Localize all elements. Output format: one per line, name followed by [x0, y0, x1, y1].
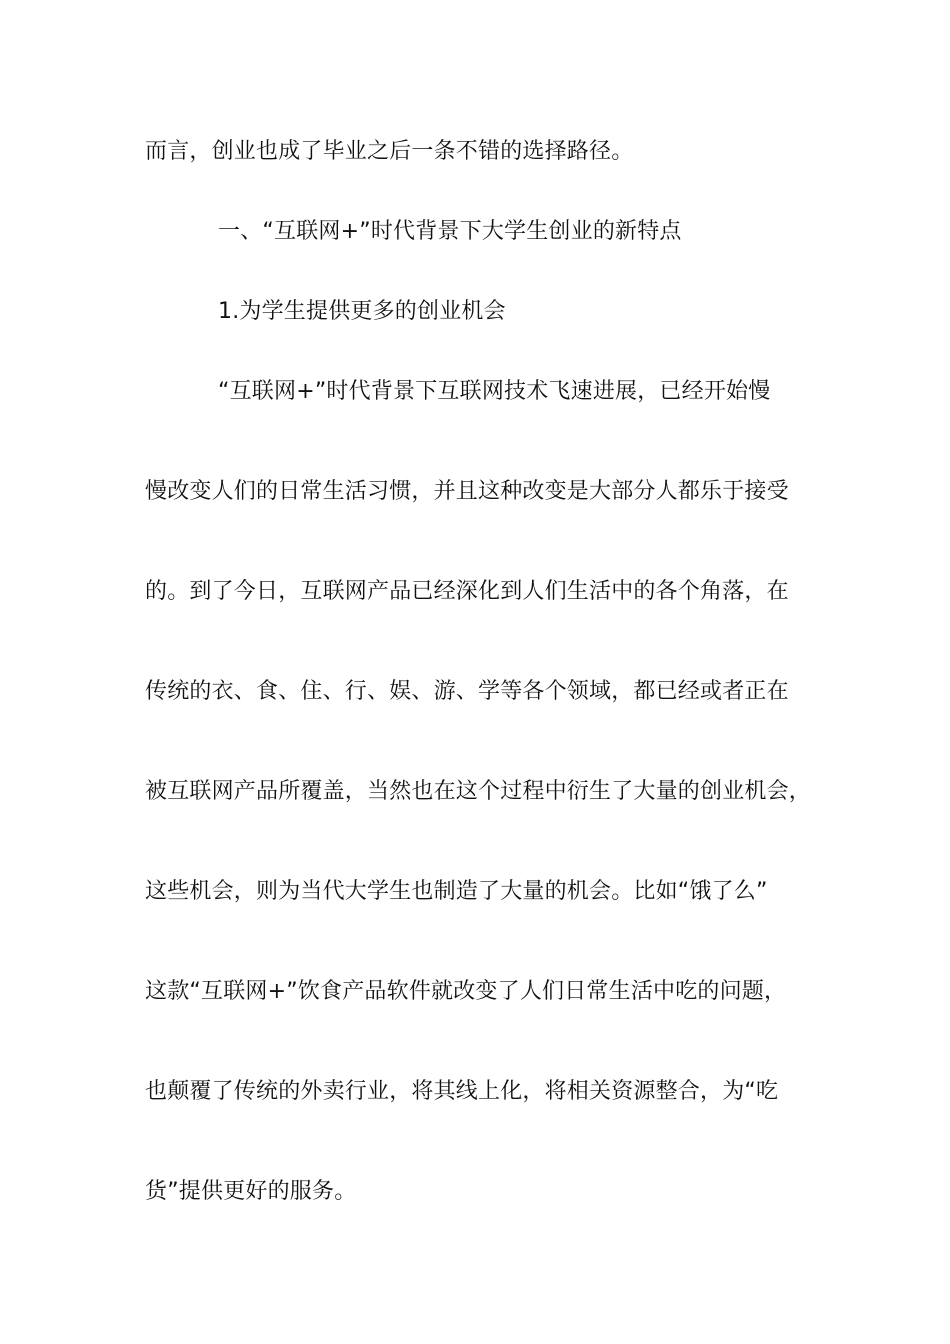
paragraph-line: 这些机会，则为当代大学生也制造了大量的机会。比如“饿了么”: [145, 879, 768, 904]
paragraph-line: “互联网+”时代背景下互联网技术飞速进展，已经开始慢: [218, 379, 771, 404]
paragraph-line: 这款“互联网+”饮食产品软件就改变了人们日常生活中吃的问题，: [145, 979, 787, 1004]
paragraph-line: 也颠覆了传统的外卖行业，将其线上化，将相关资源整合，为“吃: [145, 1079, 779, 1104]
paragraph-line: 货”提供更好的服务。: [145, 1179, 357, 1204]
section-heading: 一、“互联网+”时代背景下大学生创业的新特点: [218, 219, 682, 244]
paragraph-line: 的。到了今日，互联网产品已经深化到人们生活中的各个角落，在: [145, 579, 789, 604]
paragraph-line: 而言，创业也成了毕业之后一条不错的选择路径。: [145, 139, 634, 164]
paragraph-line: 传统的衣、食、住、行、娱、游、学等各个领域，都已经或者正在: [145, 679, 789, 704]
paragraph-line: 被互联网产品所覆盖，当然也在这个过程中衍生了大量的创业机会，: [145, 779, 812, 804]
subsection-heading: 1.为学生提供更多的创业机会: [218, 299, 506, 324]
paragraph-line: 慢改变人们的日常生活习惯，并且这种改变是大部分人都乐于接受: [145, 479, 789, 504]
